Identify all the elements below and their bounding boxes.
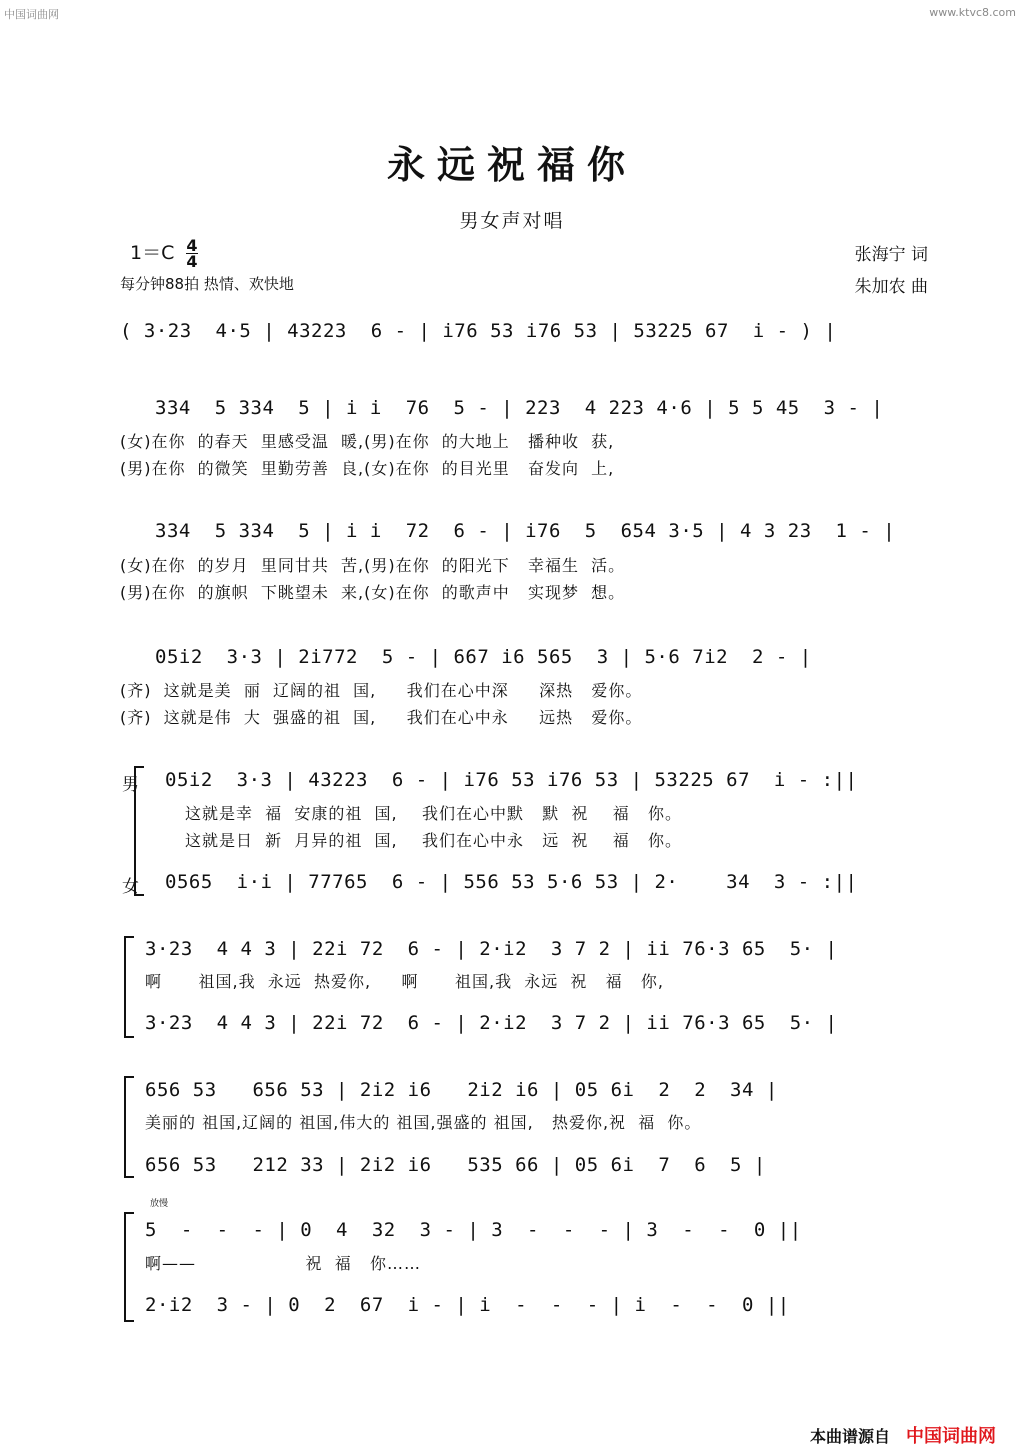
intro-notes: ( 3·23 4·5 | 43223 6 - | i76 53 i76 53 | 53225 67 i - ) |	[120, 320, 837, 342]
system6-bottom-notes: 656 53 212 33 | 2i2 i6 535 66 | 05 6i 7 6 5 |	[145, 1154, 766, 1176]
system7-bottom-notes: 2·i2 3 - | 0 2 67 i - | i - - - | i - - 0 ||	[145, 1294, 790, 1316]
system3-lyric-verse1: (齐) 这就是美 丽 辽阔的祖 国, 我们在心中深 深热 爱你。	[120, 681, 643, 700]
system3-lyric-verse2: (齐) 这就是伟 大 强盛的祖 国, 我们在心中永 远热 爱你。	[120, 708, 643, 727]
system6-top-notes: 656 53 656 53 | 2i2 i6 2i2 i6 | 05 6i 2 2 34 |	[145, 1079, 778, 1101]
system4-lyric-verse2: 这就是日 新 月异的祖 国, 我们在心中永 远 祝 福 你。	[185, 831, 682, 850]
time-signature-numerator: 4	[186, 236, 198, 255]
time-signature-denominator: 4	[186, 252, 198, 271]
footer-brand[interactable]: 中国词曲网	[906, 1426, 996, 1447]
system7-lyric: 啊—— 祝 福 你……	[145, 1254, 421, 1273]
composer-credit: 朱加农 曲	[854, 277, 928, 297]
system4-male-notes: 05i2 3·3 | 43223 6 - | i76 53 i76 53 | 53225 67 i - :||	[165, 769, 858, 791]
system1-lyric-verse2: (男)在你 的微笑 里勤劳善 良,(女)在你 的目光里 奋发向 上,	[120, 459, 615, 478]
tempo-marking: 每分钟88拍 热情、欢快地	[120, 275, 294, 293]
system6-brace	[124, 1076, 134, 1178]
time-signature	[186, 238, 197, 269]
tempo-hint-slow: 放慢	[150, 1199, 169, 1209]
song-subtitle: 男女声对唱	[459, 210, 565, 232]
system2-lyric-verse1: (女)在你 的岁月 里同甘共 苦,(男)在你 的阳光下 幸福生 活。	[120, 556, 626, 575]
male-voice-label: 男	[122, 775, 139, 795]
footer-credit	[810, 1422, 996, 1448]
key-signature	[130, 238, 198, 269]
key-text: 1＝C	[130, 242, 175, 264]
system7-top-notes: 5 - - - | 0 4 32 3 - | 3 - - - | 3 - - 0 ||	[145, 1219, 802, 1241]
watermark-right: www.ktvc8.com	[929, 6, 1016, 19]
system5-brace	[124, 936, 134, 1038]
system4-female-notes: 0565 i·i | 77765 6 - | 556 53 5·6 53 | 2· 34 3 - :||	[165, 871, 858, 893]
system5-bottom-notes: 3·23 4 4 3 | 22i 72 6 - | 2·i2 3 7 2 | ii 76·3 65 5· |	[145, 1012, 838, 1034]
lyricist-credit: 张海宁 词	[854, 245, 928, 265]
system5-top-notes: 3·23 4 4 3 | 22i 72 6 - | 2·i2 3 7 2 | ii 76·3 65 5· |	[145, 938, 838, 960]
system3-notes: 05i2 3·3 | 2i772 5 - | 667 i6 565 3 | 5·6 7i2 2 - |	[155, 646, 812, 668]
system5-lyric: 啊 祖国,我 永远 热爱你, 啊 祖国,我 永远 祝 福 你,	[145, 972, 665, 991]
system2-notes: 334 5 334 5 | i i 72 6 - | i76 5 654 3·5 | 4 3 23 1 - |	[155, 520, 896, 542]
system6-lyric: 美丽的 祖国,辽阔的 祖国,伟大的 祖国,强盛的 祖国, 热爱你,祝 福 你。	[145, 1113, 702, 1132]
watermark-left: 中国词曲网	[4, 8, 59, 21]
female-voice-label: 女	[122, 877, 139, 897]
system4-lyric-verse1: 这就是幸 福 安康的祖 国, 我们在心中默 默 祝 福 你。	[185, 804, 682, 823]
footer-source: 本曲谱源自	[809, 1427, 890, 1446]
system2-lyric-verse2: (男)在你 的旗帜 下眺望未 来,(女)在你 的歌声中 实现梦 想。	[120, 583, 626, 602]
system7-brace	[124, 1212, 134, 1322]
system1-lyric-verse1: (女)在你 的春天 里感受温 暖,(男)在你 的大地上 播种收 获,	[120, 432, 615, 451]
song-title: 永远祝福你	[386, 142, 637, 187]
system1-notes: 334 5 334 5 | i i 76 5 - | 223 4 223 4·6 | 5 5 45 3 - |	[155, 397, 884, 419]
